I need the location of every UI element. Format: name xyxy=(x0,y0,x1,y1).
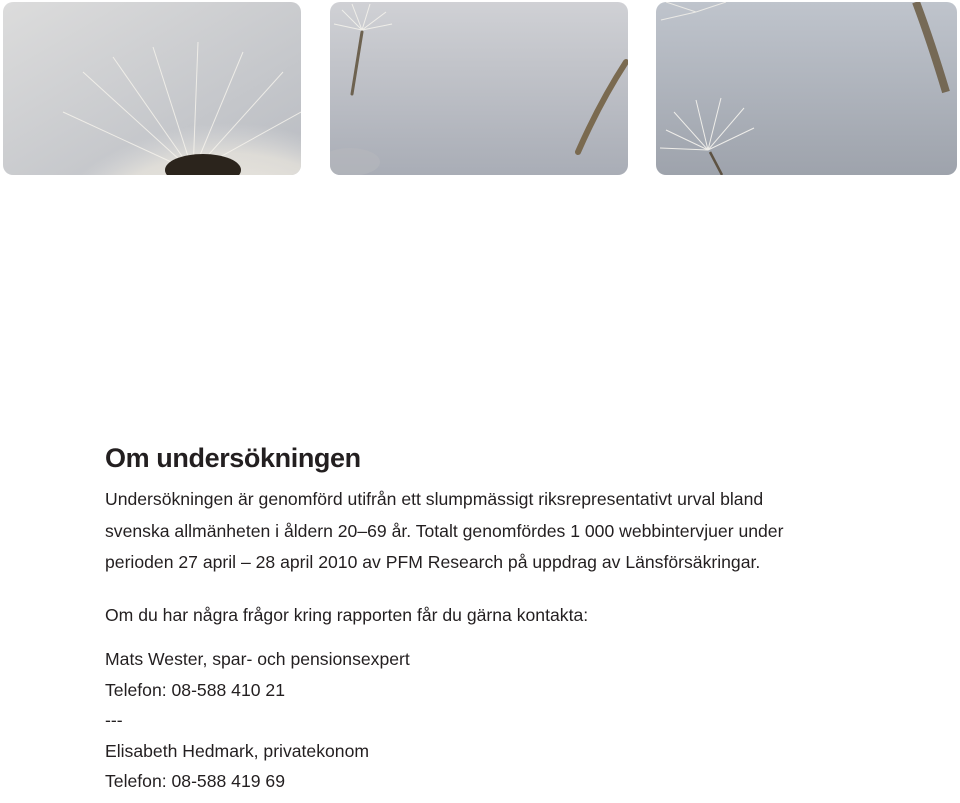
survey-description-line: svenska allmänheten i åldern 20–69 år. Totalt genomfördes 1 000 webbintervjuer under xyxy=(105,520,784,541)
floating-seeds-image xyxy=(330,2,628,175)
contact-intro: Om du har några frågor kring rapporten får du gärna kontakta: xyxy=(105,604,589,625)
about-survey-section xyxy=(105,438,925,797)
contact-person-mats: Mats Wester, spar- och pensionsexpert xyxy=(105,649,410,669)
contact-phone-mats: Telefon: 08-588 410 21 xyxy=(105,679,285,700)
dandelion-photo-left xyxy=(3,2,301,175)
contact-list xyxy=(105,644,925,797)
contact-phone-elisabeth: Telefon: 08-588 419 69 xyxy=(105,771,285,791)
contact-person-elisabeth: Elisabeth Hedmark, privatekonom xyxy=(105,740,370,761)
contact-separator: --- xyxy=(105,710,123,730)
dandelion-photo-right xyxy=(656,2,957,175)
survey-description-line: perioden 27 april – 28 april 2010 av PFM Research på uppdrag av Länsförsäkringar. xyxy=(105,552,761,572)
section-title: Om undersökningen xyxy=(105,443,361,473)
seed-in-sky-image xyxy=(656,2,957,175)
survey-description-line: Undersökningen är genomförd utifrån ett slumpmässigt riksrepresentativt urval bland xyxy=(105,489,764,509)
photo-strip xyxy=(3,2,957,175)
dandelion-photo-middle xyxy=(330,2,628,175)
survey-description xyxy=(105,484,925,579)
dandelion-seed-head-image xyxy=(3,2,301,175)
